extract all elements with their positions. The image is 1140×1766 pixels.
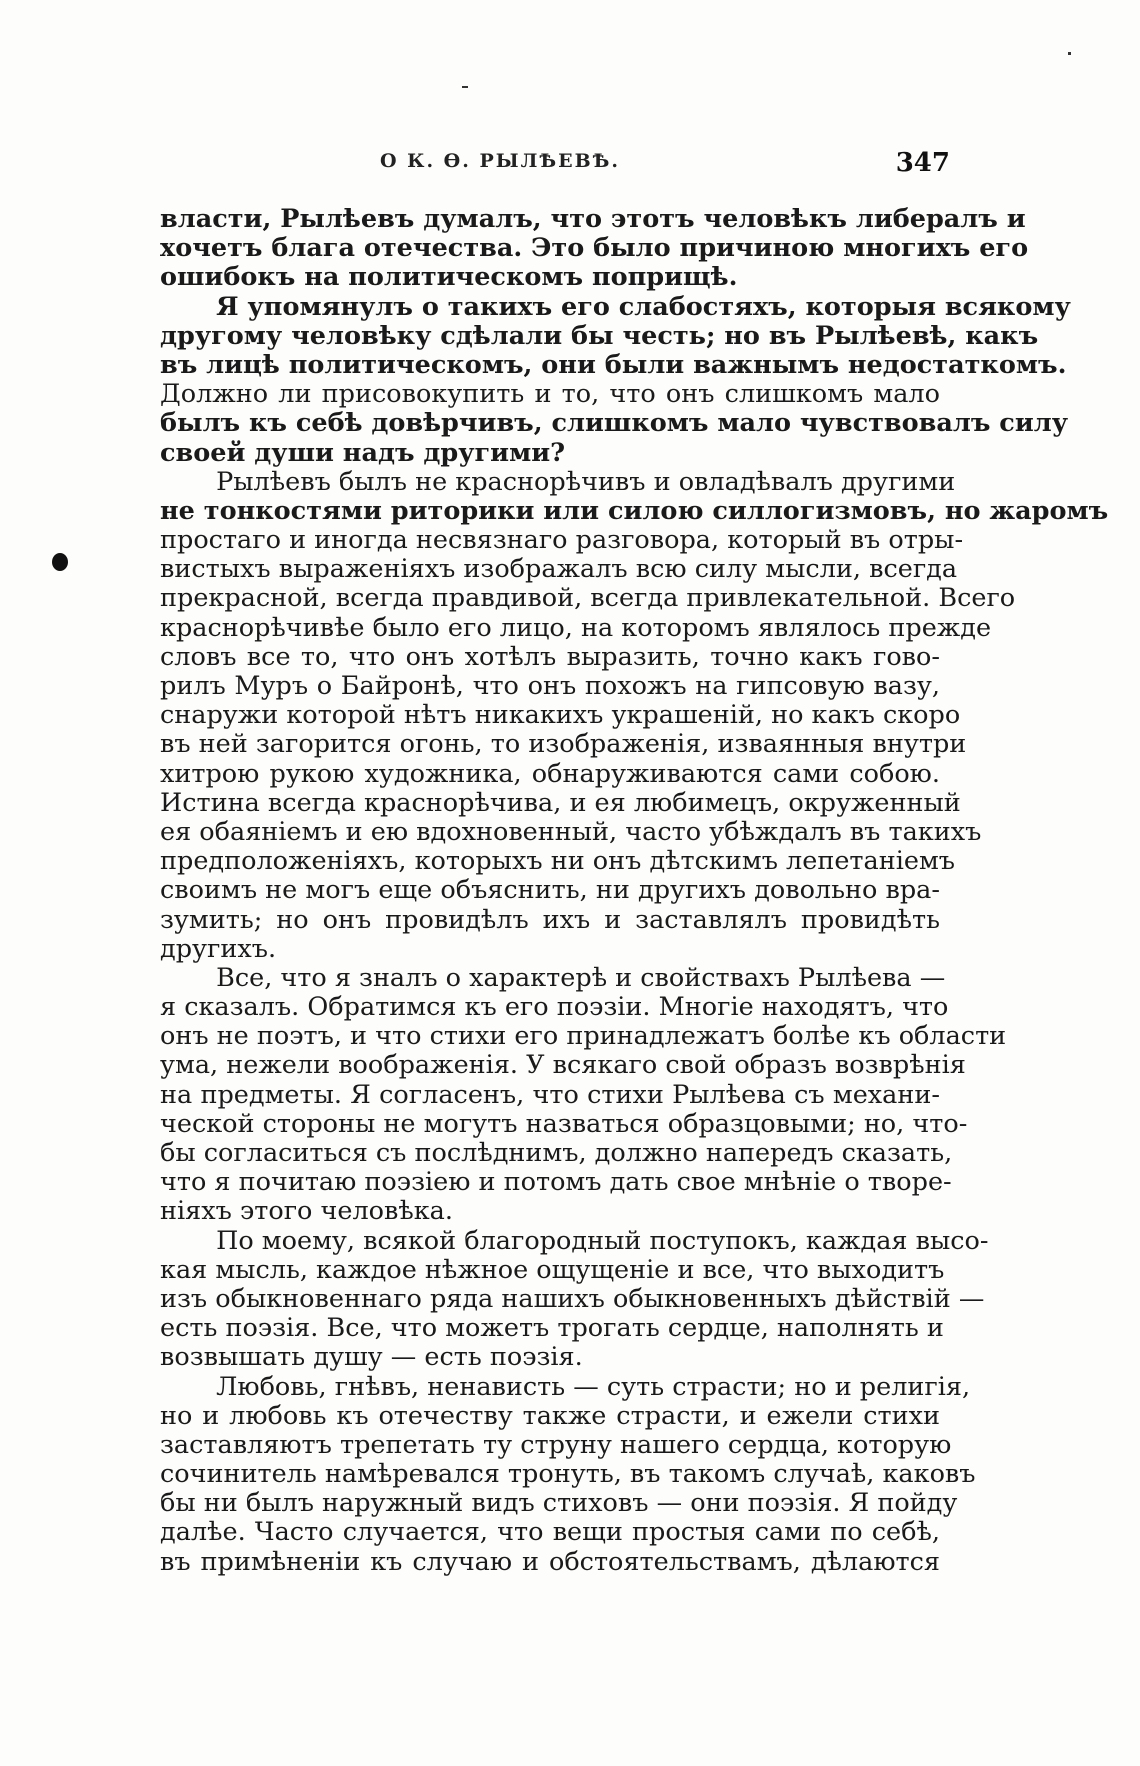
text-line: зумить; но онъ провидѣлъ ихъ и заставлялъ провидѣть xyxy=(160,904,940,935)
ink-speck xyxy=(462,86,468,88)
text-line: не тонкостями риторики или силою силлогизмовъ, но жаромъ xyxy=(160,495,1109,526)
text-line: другому человѣку сдѣлали бы честь; но въ Рылѣевѣ, какъ xyxy=(160,320,1039,351)
text-line: словъ все то, что онъ хотѣлъ выразить, точно какъ гово- xyxy=(160,641,940,672)
text-line: есть поэзія. Все, что можетъ трогать сердце, наполнять и xyxy=(160,1313,944,1344)
text-line: снаружи которой нѣтъ никакихъ украшеній, но какъ скоро xyxy=(160,700,961,731)
text-line: рилъ Муръ о Байронѣ, что онъ похожъ на гипсовую вазу, xyxy=(160,671,940,701)
text-line: По моему, всякой благородный поступокъ, каждая высо- xyxy=(216,1225,989,1256)
running-head: О К. Ө. РЫЛѢЕВѢ. xyxy=(380,150,620,172)
text-line: своимъ не могъ еще объяснить, ни другихъ довольно вра- xyxy=(160,875,940,906)
text-line: заставляютъ трепетать ту струну нашего сердца, которую xyxy=(160,1429,952,1460)
text-line: бы ни былъ наружный видъ стиховъ — они поэзія. Я пойду xyxy=(160,1488,958,1519)
text-line: въ лицѣ политическомъ, они были важнымъ недостаткомъ. xyxy=(160,349,1067,380)
text-line: Все, что я зналъ о характерѣ и свойствахъ Рылѣева — xyxy=(216,962,946,993)
text-line: предположеніяхъ, которыхъ ни онъ дѣтскимъ лепетаніемъ xyxy=(160,846,956,877)
text-line: но и любовь къ отечеству также страсти, и ежели стихи xyxy=(160,1400,940,1431)
text-line: на предметы. Я согласенъ, что стихи Рылѣева съ механи- xyxy=(160,1079,940,1110)
text-line: ческой стороны не могутъ назваться образцовыми; но, что- xyxy=(160,1108,968,1139)
text-line: другихъ. xyxy=(160,933,277,964)
text-line: прекрасной, всегда правдивой, всегда привлекательной. Всего xyxy=(160,583,1016,614)
text-line: хочетъ блага отечества. Это было причиною многихъ его xyxy=(160,233,1029,264)
text-line: Должно ли присовокупить и то, что онъ слишкомъ мало xyxy=(160,379,940,410)
text-line: ея обаяніемъ и ею вдохновенный, часто убѣждалъ въ такихъ xyxy=(160,816,982,847)
text-line: ошибокъ на политическомъ поприщѣ. xyxy=(160,262,738,293)
text-line: простаго и иногда несвязнаго разговора, который въ отры- xyxy=(160,525,964,556)
text-line: вистыхъ выраженіяхъ изображалъ всю силу мысли, всегда xyxy=(160,554,958,585)
text-line: Рылѣевъ былъ не краснорѣчивъ и овладѣвалъ другими xyxy=(216,466,956,497)
text-line: сочинитель намѣревался тронуть, въ такомъ случаѣ, каковъ xyxy=(160,1459,976,1490)
text-line: онъ не поэтъ, и что стихи его принадлежатъ болѣе къ области xyxy=(160,1021,1007,1052)
text-line: кая мысль, каждое нѣжное ощущеніе и все, что выходитъ xyxy=(160,1254,945,1285)
text-line: въ примѣненіи къ случаю и обстоятельствамъ, дѣлаются xyxy=(160,1546,940,1577)
text-line: ума, нежели воображенія. У всякаго свой образъ возврѣнія xyxy=(160,1050,966,1081)
text-line: Любовь, гнѣвъ, ненависть — суть страсти; но и религія, xyxy=(216,1371,971,1402)
text-line: хитрою рукою художника, обнаруживаются сами собою. xyxy=(160,758,940,789)
text-line: что я почитаю поэзіею и потомъ дать свое мнѣніе о творе- xyxy=(160,1167,952,1198)
text-line: бы согласиться съ послѣднимъ, должно напередъ сказать, xyxy=(160,1138,953,1168)
ink-speck xyxy=(1068,52,1071,55)
text-line: ніяхъ этого человѣка. xyxy=(160,1196,453,1227)
text-line: былъ къ себѣ довѣрчивъ, слишкомъ мало чувствовалъ силу xyxy=(160,408,1069,439)
body-text xyxy=(160,204,1109,1577)
text-line: въ ней загорится огонь, то изображенія, изваянныя внутри xyxy=(160,729,967,760)
text-line: Я упомянулъ о такихъ его слабостяхъ, которыя всякому xyxy=(216,291,1071,322)
text-line: возвышать душу — есть поэзія. xyxy=(160,1342,583,1373)
ink-blot-mark xyxy=(52,553,68,571)
text-line: краснорѣчивѣе было его лицо, на которомъ являлось прежде xyxy=(160,612,992,643)
text-line: власти, Рылѣевъ думалъ, что этотъ человѣкъ либералъ и xyxy=(160,204,1026,234)
text-line: Истина всегда краснорѣчива, и ея любимецъ, окруженный xyxy=(160,787,961,818)
text-line: я сказалъ. Обратимся къ его поэзіи. Многіе находятъ, что xyxy=(160,992,949,1023)
text-line: далѣе. Часто случается, что вещи простыя сами по себѣ, xyxy=(160,1517,940,1548)
page-number: 347 xyxy=(895,148,950,178)
page-header xyxy=(160,148,950,188)
text-line: своей души надъ другими? xyxy=(160,437,566,468)
text-line: изъ обыкновеннаго ряда нашихъ обыкновенныхъ дѣйствій — xyxy=(160,1283,985,1314)
